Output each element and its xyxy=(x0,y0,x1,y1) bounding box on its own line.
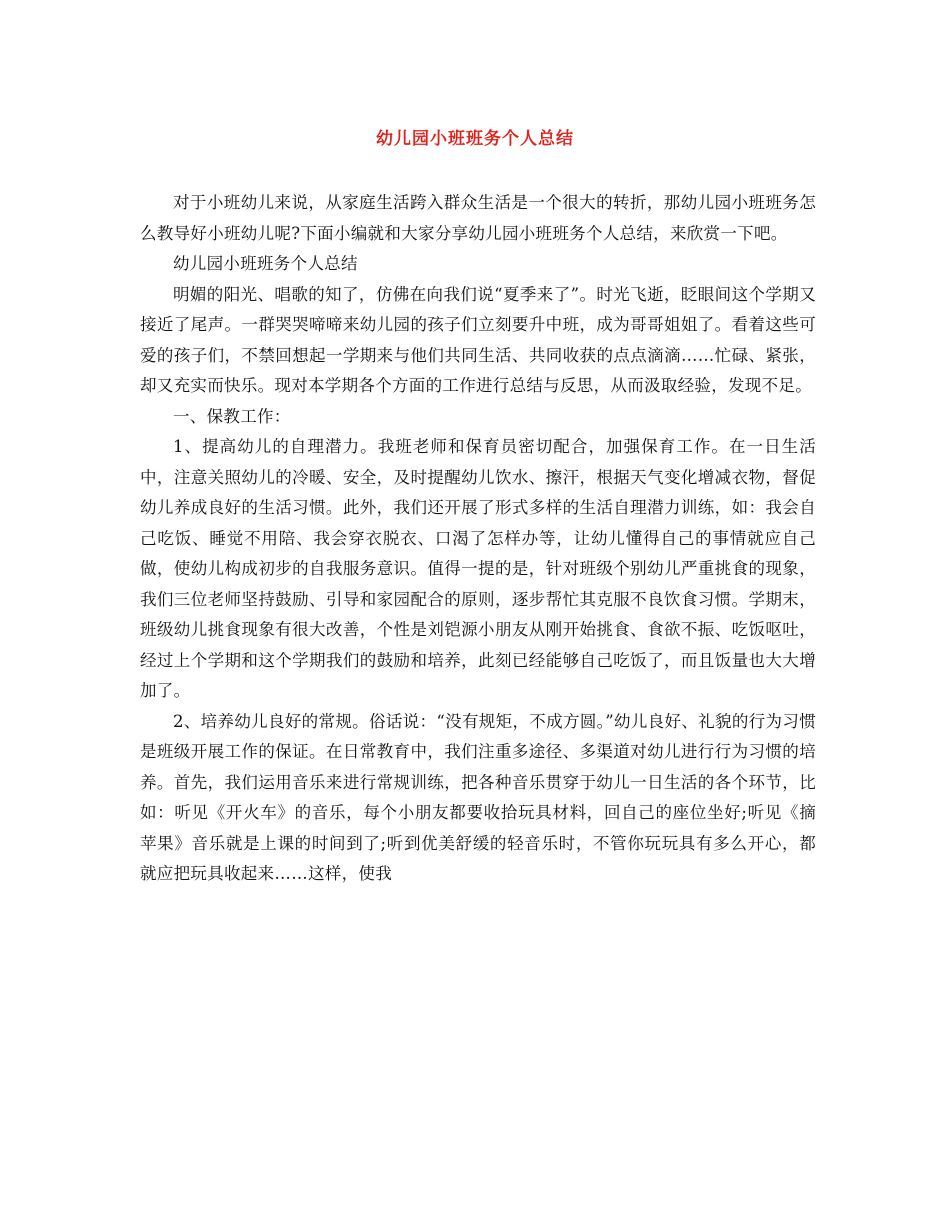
paragraph-subtitle: 幼儿园小班班务个人总结 xyxy=(173,254,358,273)
paragraph-intro: 对于小班幼儿来说，从家庭生活跨入群众生活是一个很大的转折，那幼儿园小班班务怎么教导好小班幼儿呢?下面小编就和大家分享幼儿园小班班务个人总结，来欣赏一下吧。 xyxy=(140,193,816,243)
paragraph-routines: 2、培养幼儿良好的常规。俗话说：“没有规矩，不成方圆。”幼儿良好、礼貌的行为习惯是班级开展工作的保证。在日常教育中，我们注重多途径、多渠道对幼儿进行行为习惯的培养。首先，我们运用音乐来进行常规训练，把各种音乐贯穿于幼儿一日生活的各个环节，比如：听见《开火车》的音乐，每个小朋友都要收拾玩具材料，回自己的座位坐好;听见《摘苹果》音乐就是上课的时间到了;听到优美舒缓的轻音乐时，不管你玩玩具有多么开心，都就应把玩具收起来……这样，使我 xyxy=(140,711,816,883)
paragraph-self-care: 1、提高幼儿的自理潜力。我班老师和保育员密切配合，加强保育工作。在一日生活中，注意关照幼儿的冷暖、安全，及时提醒幼儿饮水、擦汗，根据天气变化增减衣物，督促幼儿养成良好的生活习惯。此外，我们还开展了形式多样的生活自理潜力训练，如：我会自己吃饭、睡觉不用陪、我会穿衣脱衣、口渴了怎样办等，让幼儿懂得自己的事情就应自己做，使幼儿构成初步的自我服务意识。值得一提的是，针对班级个别幼儿严重挑食的现象，我们三位老师坚持鼓励、引导和家园配合的原则，逐步帮忙其克服不良饮食习惯。学期末，班级幼儿挑食现象有很大改善，个性是刘铠源小朋友从刚开始挑食、食欲不振、吃饭呕吐，经过上个学期和这个学期我们的鼓励和培养，此刻已经能够自己吃饭了，而且饭量也大大增加了。 xyxy=(140,437,816,700)
document-title: 幼儿园小班班务个人总结 xyxy=(376,129,574,149)
section-heading-care-education: 一、保教工作： xyxy=(173,406,291,426)
paragraph-opening: 明媚的阳光、唱歌的知了，仿佛在向我们说“夏季来了”。时光飞逝，眨眼间这个学期又接近了尾声。一群哭哭啼啼来幼儿园的孩子们立刻要升中班，成为哥哥姐姐了。看着这些可爱的孩子们，不禁回想起一学期来与他们共同生活、共同收获的点点滴滴……忙碌、紧张，却又充实而快乐。现对本学期各个方面的工作进行总结与反思，从而汲取经验，发现不足。 xyxy=(140,284,816,395)
document-body xyxy=(140,188,816,890)
